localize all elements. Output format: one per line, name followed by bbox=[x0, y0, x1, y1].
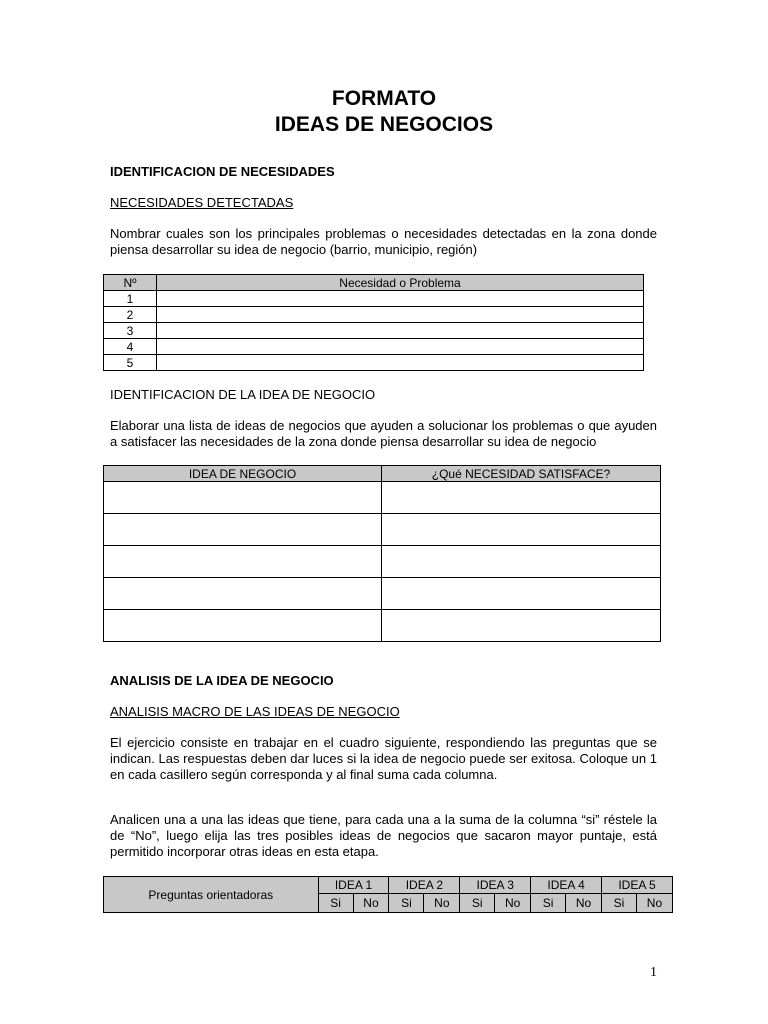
row-number: 1 bbox=[104, 291, 157, 307]
section2-paragraph: Elaborar una lista de ideas de negocios que ayuden a solucionar los problemas o que ayuden a satisfacer las necesidades de la zona donde piensa desarrollar su idea de negocio bbox=[110, 418, 657, 449]
section3-paragraph1: El ejercicio consiste en trabajar en el cuadro siguiente, respondiendo las preguntas que se indican. Las respuestas deben dar luces si la idea de negocio puede ser exitosa. Coloque un 1 en cada casillero según corresponda y al final suma cada columna. bbox=[110, 735, 657, 782]
idea-4-yes-header: Si bbox=[531, 894, 566, 913]
page-number: 1 bbox=[650, 965, 657, 980]
idea-3-header: IDEA 3 bbox=[460, 877, 531, 894]
analysis-header-row bbox=[104, 877, 673, 894]
idea-5-yes-header: Si bbox=[602, 894, 637, 913]
need-cell[interactable] bbox=[157, 323, 644, 339]
section2-heading: IDENTIFICACION DE LA IDEA DE NEGOCIO bbox=[110, 387, 376, 402]
table-row bbox=[104, 291, 644, 307]
section1-heading: IDENTIFICACION DE NECESIDADES bbox=[110, 164, 335, 179]
page-title-line2: IDEAS DE NEGOCIOS bbox=[274, 113, 494, 136]
table-row bbox=[104, 323, 644, 339]
ideas-col-need: ¿Qué NECESIDAD SATISFACE? bbox=[382, 466, 661, 482]
table-row bbox=[104, 307, 644, 323]
table-row bbox=[104, 482, 661, 514]
table-row bbox=[104, 339, 644, 355]
idea-4-no-header: No bbox=[566, 894, 602, 913]
need-cell[interactable] bbox=[157, 339, 644, 355]
needs-table bbox=[103, 274, 644, 371]
idea-cell[interactable] bbox=[104, 578, 382, 610]
idea-5-no-header: No bbox=[636, 894, 672, 913]
section1-subheading: NECESIDADES DETECTADAS bbox=[110, 195, 294, 210]
idea-3-yes-header: Si bbox=[460, 894, 495, 913]
section1-paragraph: Nombrar cuales son los principales problemas o necesidades detectadas en la zona donde piensa desarrollar su idea de negocio (barrio, municipio, región) bbox=[110, 226, 657, 257]
need-satisfied-cell[interactable] bbox=[382, 514, 661, 546]
need-cell[interactable] bbox=[157, 291, 644, 307]
idea-cell[interactable] bbox=[104, 546, 382, 578]
needs-col-need: Necesidad o Problema bbox=[157, 275, 644, 291]
need-satisfied-cell[interactable] bbox=[382, 546, 661, 578]
ideas-col-idea: IDEA DE NEGOCIO bbox=[104, 466, 382, 482]
row-number: 3 bbox=[104, 323, 157, 339]
table-row bbox=[104, 514, 661, 546]
table-row bbox=[104, 546, 661, 578]
page-title-line1: FORMATO bbox=[331, 87, 437, 110]
analysis-table bbox=[103, 876, 673, 913]
ideas-table-header bbox=[104, 466, 661, 482]
table-row bbox=[104, 610, 661, 642]
idea-4-header: IDEA 4 bbox=[531, 877, 602, 894]
ideas-table bbox=[103, 465, 661, 642]
idea-3-no-header: No bbox=[495, 894, 531, 913]
idea-cell[interactable] bbox=[104, 610, 382, 642]
idea-cell[interactable] bbox=[104, 482, 382, 514]
idea-1-no-header: No bbox=[353, 894, 389, 913]
idea-1-yes-header: Si bbox=[318, 894, 353, 913]
row-number: 2 bbox=[104, 307, 157, 323]
need-satisfied-cell[interactable] bbox=[382, 578, 661, 610]
need-satisfied-cell[interactable] bbox=[382, 482, 661, 514]
need-satisfied-cell[interactable] bbox=[382, 610, 661, 642]
idea-5-header: IDEA 5 bbox=[602, 877, 673, 894]
need-cell[interactable] bbox=[157, 307, 644, 323]
needs-table-header bbox=[104, 275, 644, 291]
table-row bbox=[104, 578, 661, 610]
idea-2-yes-header: Si bbox=[389, 894, 424, 913]
need-cell[interactable] bbox=[157, 355, 644, 371]
idea-2-no-header: No bbox=[424, 894, 460, 913]
table-row bbox=[104, 355, 644, 371]
section3-subheading: ANALISIS MACRO DE LAS IDEAS DE NEGOCIO bbox=[110, 704, 400, 719]
idea-cell[interactable] bbox=[104, 514, 382, 546]
section3-heading: ANALISIS DE LA IDEA DE NEGOCIO bbox=[110, 673, 334, 688]
section3-paragraph2: Analicen una a una las ideas que tiene, para cada una a la suma de la columna “si” réstele la de “No”, luego elija las tres posibles ideas de negocios que sacaron mayor puntaje, está permitido incorporar otras ideas en esta etapa. bbox=[110, 812, 657, 859]
row-number: 4 bbox=[104, 339, 157, 355]
guiding-questions-header: Preguntas orientadoras bbox=[104, 877, 319, 913]
needs-col-number: Nº bbox=[104, 275, 157, 291]
idea-1-header: IDEA 1 bbox=[318, 877, 389, 894]
row-number: 5 bbox=[104, 355, 157, 371]
idea-2-header: IDEA 2 bbox=[389, 877, 460, 894]
